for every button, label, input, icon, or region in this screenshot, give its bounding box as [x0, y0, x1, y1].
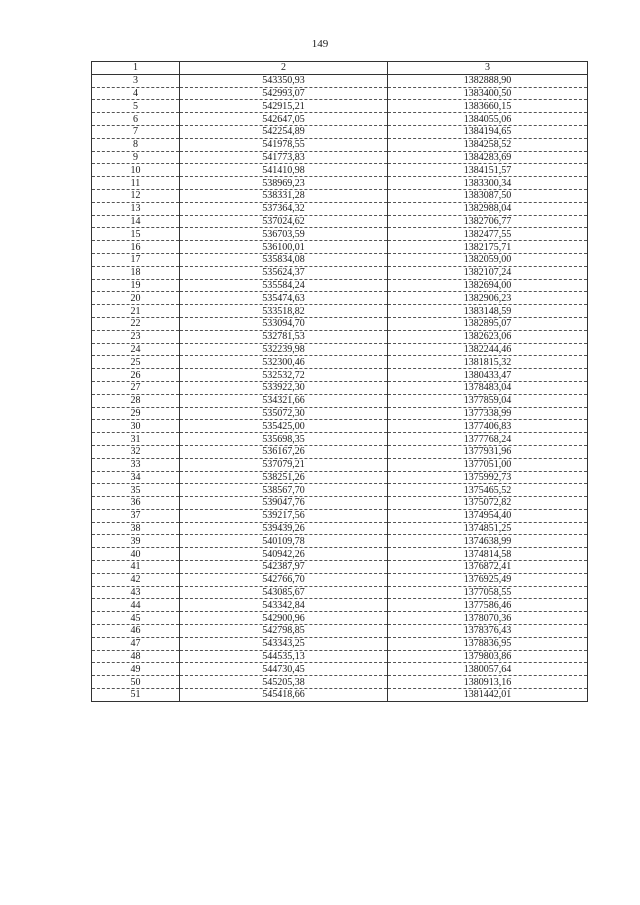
x-coordinate-cell: 542798,85: [180, 625, 388, 638]
point-number-cell: 38: [92, 522, 180, 535]
x-coordinate-cell: 539439,26: [180, 522, 388, 535]
column-header: 3: [388, 62, 588, 75]
table-row: [92, 279, 588, 292]
table-row: [92, 305, 588, 318]
x-coordinate-cell: 542766,70: [180, 573, 388, 586]
table-row: [92, 74, 588, 87]
table-row: [92, 202, 588, 215]
x-coordinate-cell: 536703,59: [180, 228, 388, 241]
y-coordinate-cell: 1384194,65: [388, 125, 588, 138]
table-row: [92, 497, 588, 510]
x-coordinate-cell: 532239,98: [180, 343, 388, 356]
y-coordinate-cell: 1375465,52: [388, 484, 588, 497]
y-coordinate-cell: 1382895,07: [388, 317, 588, 330]
point-number-cell: 22: [92, 317, 180, 330]
point-number-cell: 24: [92, 343, 180, 356]
point-number-cell: 11: [92, 177, 180, 190]
x-coordinate-cell: 538331,28: [180, 189, 388, 202]
point-number-cell: 29: [92, 407, 180, 420]
x-coordinate-cell: 538969,23: [180, 177, 388, 190]
table-row: [92, 548, 588, 561]
x-coordinate-cell: 543343,25: [180, 637, 388, 650]
table-row: [92, 407, 588, 420]
table-row: [92, 138, 588, 151]
point-number-cell: 41: [92, 561, 180, 574]
y-coordinate-cell: 1377058,55: [388, 586, 588, 599]
table-row: [92, 228, 588, 241]
point-number-cell: 26: [92, 369, 180, 382]
x-coordinate-cell: 540942,26: [180, 548, 388, 561]
point-number-cell: 7: [92, 125, 180, 138]
point-number-cell: 12: [92, 189, 180, 202]
table-row: [92, 164, 588, 177]
table-row: [92, 612, 588, 625]
y-coordinate-cell: 1375072,82: [388, 497, 588, 510]
point-number-cell: 14: [92, 215, 180, 228]
x-coordinate-cell: 538567,70: [180, 484, 388, 497]
table-row: [92, 394, 588, 407]
point-number-cell: 27: [92, 381, 180, 394]
table-body: [92, 62, 588, 702]
y-coordinate-cell: 1382244,46: [388, 343, 588, 356]
point-number-cell: 40: [92, 548, 180, 561]
table-row: [92, 381, 588, 394]
table-row: [92, 509, 588, 522]
table-row: [92, 317, 588, 330]
y-coordinate-cell: 1378070,36: [388, 612, 588, 625]
x-coordinate-cell: 541978,55: [180, 138, 388, 151]
x-coordinate-cell: 539217,56: [180, 509, 388, 522]
x-coordinate-cell: 537079,21: [180, 458, 388, 471]
y-coordinate-cell: 1382477,55: [388, 228, 588, 241]
point-number-cell: 39: [92, 535, 180, 548]
point-number-cell: 15: [92, 228, 180, 241]
table-row: [92, 599, 588, 612]
x-coordinate-cell: 535474,63: [180, 292, 388, 305]
point-number-cell: 18: [92, 266, 180, 279]
y-coordinate-cell: 1381442,01: [388, 689, 588, 702]
point-number-cell: 37: [92, 509, 180, 522]
point-number-cell: 3: [92, 74, 180, 87]
x-coordinate-cell: 543085,67: [180, 586, 388, 599]
x-coordinate-cell: 535425,00: [180, 420, 388, 433]
page-number: 149: [311, 38, 329, 50]
point-number-cell: 46: [92, 625, 180, 638]
y-coordinate-cell: 1382706,77: [388, 215, 588, 228]
y-coordinate-cell: 1374814,58: [388, 548, 588, 561]
point-number-cell: 36: [92, 497, 180, 510]
x-coordinate-cell: 545205,38: [180, 676, 388, 689]
point-number-cell: 16: [92, 241, 180, 254]
table-row: [92, 215, 588, 228]
x-coordinate-cell: 542915,21: [180, 100, 388, 113]
point-number-cell: 45: [92, 612, 180, 625]
x-coordinate-cell: 535584,24: [180, 279, 388, 292]
x-coordinate-cell: 532532,72: [180, 369, 388, 382]
point-number-cell: 19: [92, 279, 180, 292]
y-coordinate-cell: 1375992,73: [388, 471, 588, 484]
x-coordinate-cell: 533518,82: [180, 305, 388, 318]
y-coordinate-cell: 1377586,46: [388, 599, 588, 612]
x-coordinate-cell: 542993,07: [180, 87, 388, 100]
table-row: [92, 266, 588, 279]
table-row: [92, 663, 588, 676]
y-coordinate-cell: 1378836,95: [388, 637, 588, 650]
x-coordinate-cell: 543350,93: [180, 74, 388, 87]
table-row: [92, 420, 588, 433]
table-row: [92, 586, 588, 599]
point-number-cell: 48: [92, 650, 180, 663]
y-coordinate-cell: 1384151,57: [388, 164, 588, 177]
point-number-cell: 32: [92, 445, 180, 458]
y-coordinate-cell: 1376872,41: [388, 561, 588, 574]
y-coordinate-cell: 1377051,00: [388, 458, 588, 471]
table-row: [92, 87, 588, 100]
y-coordinate-cell: 1383300,34: [388, 177, 588, 190]
y-coordinate-cell: 1380057,64: [388, 663, 588, 676]
y-coordinate-cell: 1374638,99: [388, 535, 588, 548]
y-coordinate-cell: 1382988,04: [388, 202, 588, 215]
point-number-cell: 33: [92, 458, 180, 471]
point-number-cell: 30: [92, 420, 180, 433]
y-coordinate-cell: 1374851,25: [388, 522, 588, 535]
y-coordinate-cell: 1378376,43: [388, 625, 588, 638]
point-number-cell: 34: [92, 471, 180, 484]
y-coordinate-cell: 1382059,00: [388, 253, 588, 266]
x-coordinate-cell: 535834,08: [180, 253, 388, 266]
table-row: [92, 189, 588, 202]
y-coordinate-cell: 1383087,50: [388, 189, 588, 202]
table-row: [92, 458, 588, 471]
x-coordinate-cell: 535072,30: [180, 407, 388, 420]
table-row: [92, 471, 588, 484]
x-coordinate-cell: 541410,98: [180, 164, 388, 177]
y-coordinate-cell: 1382906,23: [388, 292, 588, 305]
table-row: [92, 561, 588, 574]
x-coordinate-cell: 537364,32: [180, 202, 388, 215]
point-number-cell: 10: [92, 164, 180, 177]
table-row: [92, 689, 588, 702]
y-coordinate-cell: 1383148,59: [388, 305, 588, 318]
table-row: [92, 177, 588, 190]
column-header: 2: [180, 62, 388, 75]
x-coordinate-cell: 535698,35: [180, 433, 388, 446]
point-number-cell: 49: [92, 663, 180, 676]
y-coordinate-cell: 1377768,24: [388, 433, 588, 446]
y-coordinate-cell: 1380433,47: [388, 369, 588, 382]
y-coordinate-cell: 1379803,86: [388, 650, 588, 663]
y-coordinate-cell: 1377859,04: [388, 394, 588, 407]
y-coordinate-cell: 1374954,40: [388, 509, 588, 522]
x-coordinate-cell: 541773,83: [180, 151, 388, 164]
point-number-cell: 20: [92, 292, 180, 305]
table-row: [92, 113, 588, 126]
table-row: [92, 650, 588, 663]
y-coordinate-cell: 1384055,06: [388, 113, 588, 126]
x-coordinate-cell: 532781,53: [180, 330, 388, 343]
table-row: [92, 573, 588, 586]
point-number-cell: 43: [92, 586, 180, 599]
table-row: [92, 151, 588, 164]
table-row: [92, 522, 588, 535]
y-coordinate-cell: 1377338,99: [388, 407, 588, 420]
x-coordinate-cell: 543342,84: [180, 599, 388, 612]
point-number-cell: 35: [92, 484, 180, 497]
table-row: [92, 433, 588, 446]
x-coordinate-cell: 545418,66: [180, 689, 388, 702]
y-coordinate-cell: 1377931,96: [388, 445, 588, 458]
table-row: [92, 241, 588, 254]
point-number-cell: 4: [92, 87, 180, 100]
table-row: [92, 535, 588, 548]
y-coordinate-cell: 1377406,83: [388, 420, 588, 433]
y-coordinate-cell: 1384258,52: [388, 138, 588, 151]
coordinates-table: [91, 61, 588, 702]
column-header: 1: [92, 62, 180, 75]
table-row: [92, 253, 588, 266]
x-coordinate-cell: 533922,30: [180, 381, 388, 394]
x-coordinate-cell: 542387,97: [180, 561, 388, 574]
y-coordinate-cell: 1378483,04: [388, 381, 588, 394]
y-coordinate-cell: 1383660,15: [388, 100, 588, 113]
y-coordinate-cell: 1380913,16: [388, 676, 588, 689]
table-row: [92, 676, 588, 689]
x-coordinate-cell: 533094,70: [180, 317, 388, 330]
table-row: [92, 356, 588, 369]
table-row: [92, 292, 588, 305]
x-coordinate-cell: 542647,05: [180, 113, 388, 126]
y-coordinate-cell: 1382694,00: [388, 279, 588, 292]
point-number-cell: 47: [92, 637, 180, 650]
point-number-cell: 17: [92, 253, 180, 266]
table-row: [92, 625, 588, 638]
x-coordinate-cell: 532300,46: [180, 356, 388, 369]
table-row: [92, 637, 588, 650]
y-coordinate-cell: 1381815,32: [388, 356, 588, 369]
y-coordinate-cell: 1384283,69: [388, 151, 588, 164]
table-row: [92, 330, 588, 343]
point-number-cell: 25: [92, 356, 180, 369]
x-coordinate-cell: 542254,89: [180, 125, 388, 138]
table-row: [92, 445, 588, 458]
x-coordinate-cell: 536100,01: [180, 241, 388, 254]
x-coordinate-cell: 537024,62: [180, 215, 388, 228]
y-coordinate-cell: 1382107,24: [388, 266, 588, 279]
point-number-cell: 9: [92, 151, 180, 164]
x-coordinate-cell: 538251,26: [180, 471, 388, 484]
table-row: [92, 343, 588, 356]
y-coordinate-cell: 1383400,50: [388, 87, 588, 100]
point-number-cell: 31: [92, 433, 180, 446]
point-number-cell: 23: [92, 330, 180, 343]
y-coordinate-cell: 1382623,06: [388, 330, 588, 343]
point-number-cell: 8: [92, 138, 180, 151]
table-row: [92, 369, 588, 382]
point-number-cell: 13: [92, 202, 180, 215]
x-coordinate-cell: 535624,37: [180, 266, 388, 279]
table-row: [92, 100, 588, 113]
y-coordinate-cell: 1382888,90: [388, 74, 588, 87]
point-number-cell: 44: [92, 599, 180, 612]
x-coordinate-cell: 542900,96: [180, 612, 388, 625]
point-number-cell: 5: [92, 100, 180, 113]
point-number-cell: 6: [92, 113, 180, 126]
table-row: [92, 125, 588, 138]
x-coordinate-cell: 539047,76: [180, 497, 388, 510]
x-coordinate-cell: 534321,66: [180, 394, 388, 407]
x-coordinate-cell: 544535,13: [180, 650, 388, 663]
table-header-row: [92, 62, 588, 75]
x-coordinate-cell: 544730,45: [180, 663, 388, 676]
point-number-cell: 51: [92, 689, 180, 702]
x-coordinate-cell: 540109,78: [180, 535, 388, 548]
point-number-cell: 42: [92, 573, 180, 586]
point-number-cell: 28: [92, 394, 180, 407]
table-row: [92, 484, 588, 497]
point-number-cell: 21: [92, 305, 180, 318]
point-number-cell: 50: [92, 676, 180, 689]
x-coordinate-cell: 536167,26: [180, 445, 388, 458]
y-coordinate-cell: 1376925,49: [388, 573, 588, 586]
y-coordinate-cell: 1382175,71: [388, 241, 588, 254]
